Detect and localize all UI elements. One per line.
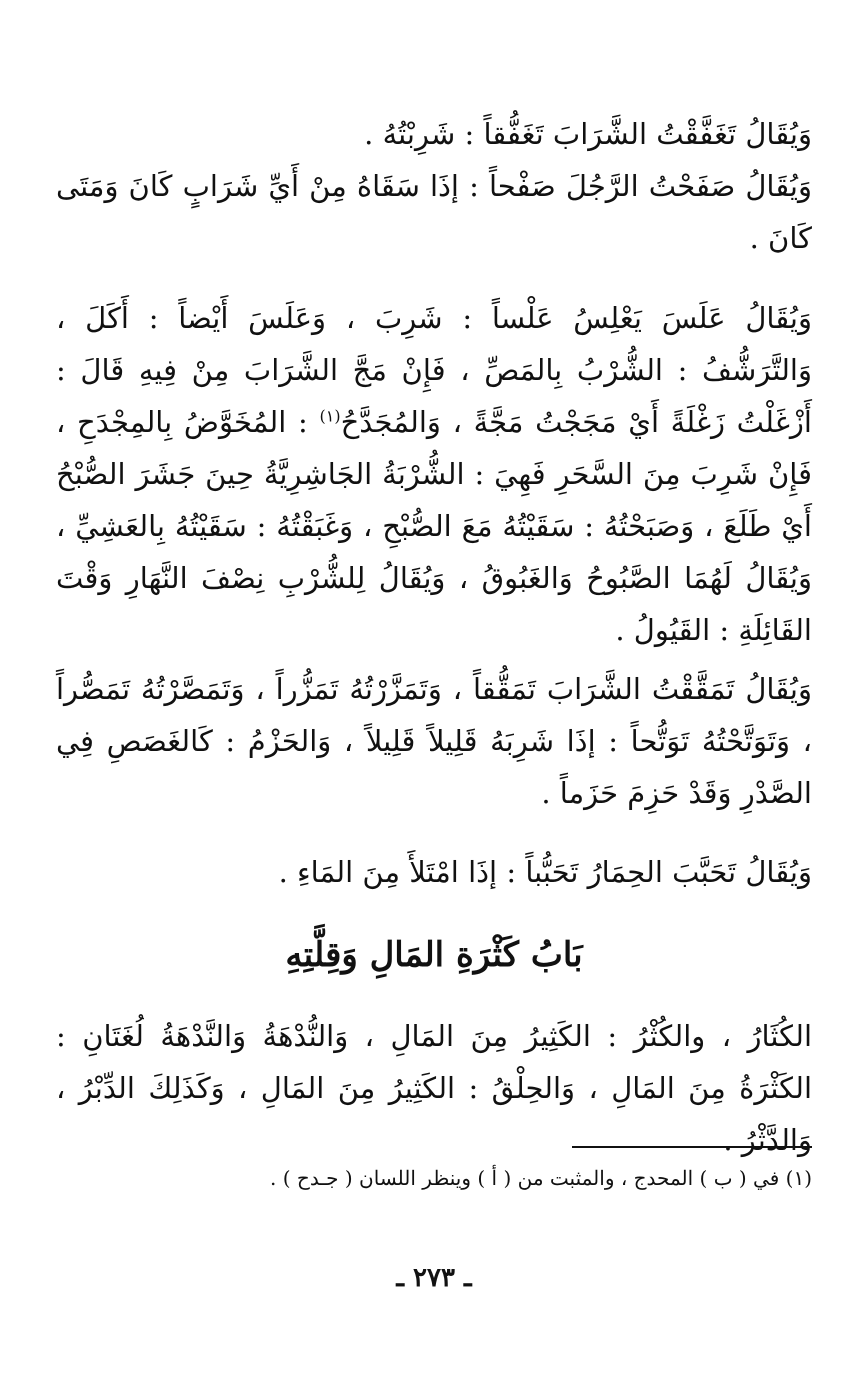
footnote-divider [572,1146,812,1148]
footnote: (١) في ( ب ) المحدج ، والمثبت من ( أ ) وينظر اللسان ( جـدح ) . [270,1166,812,1190]
document-page [56,0,812,1380]
paragraph-3-start: وَيُقَالُ عَلَسَ يَعْلِسُ عَلْساً : شَرِبَ ، وَعَلَسَ أَيْضاً : أَكَلَ ، وَالتَّرَشُّفُ : الشُّرْبُ بِالمَصِّ ، فَإِنْ مَجَّ الشَّرَابَ مِنْ فِيهِ قَالَ : أَزْغَلْتُ زَغْلَةً أَيْ مَجَجْتُ مَجَّةً ، وَالمُجَدَّحُ [56,301,812,439]
paragraph-5: وَيُقَالُ تَحَبَّبَ الحِمَارُ تَحَبُّباً : إذَا امْتَلأَ مِنَ المَاءِ . [278,855,812,889]
paragraph-2: وَيُقَالُ صَفَحْتُ الرَّجُلَ صَفْحاً : إذَا سَقَاهُ مِنْ أَيِّ شَرَابٍ كَانَ وَمَتَى كَانَ . [56,169,812,255]
footnote-marker: (١) [319,406,341,426]
paragraph-1: وَيُقَالُ تَغَفَّقْتُ الشَّرَابَ تَغَفُّقاً : شَرِبْتُهُ . [364,117,812,151]
section-heading: بَابُ كَثْرَةِ المَالِ وَقِلَّتِهِ [285,935,583,975]
paragraph-6: الكُثَارُ ، والكُثْرُ : الكَثِيرُ مِنَ المَالِ ، وَالنُّدْهَةُ وَالنَّدْهَةُ لُغَتَانِ : الكَثْرَةُ مِنَ المَالِ ، وَالحِلْقُ : الكَثِيرُ مِنَ المَالِ ، وَكَذَلِكَ الدِّبْرُ ، وَالدَّثْرُ . [56,1019,812,1157]
paragraph-4: وَيُقَالُ تَمَقَّقْتُ الشَّرَابَ تَمَقُّقاً ، وَتَمَزَّرْتُهُ تَمَزُّراً ، وَتَمَصَّرْتُهُ تَمَصُّراً ، وَتَوَتَّحْتُهُ تَوَتُّحاً : إذَا شَرِبَهُ قَلِيلاً قَلِيلاً ، وَالحَزْمُ : كَالغَصَصِ فِي الصَّدْرِ وَقَدْ حَزِمَ حَزَماً . [56,672,812,810]
paragraph-3 [56,292,812,656]
paragraph-3-rest: : المُخَوَّضُ بِالمِجْدَحِ ، فَإِنْ شَرِبَ مِنَ السَّحَرِ فَهِيَ : الشُّرْبَةُ الجَاشِرِيَّةُ حِينَ جَشَرَ الصُّبْحُ أَيْ طَلَعَ ، وَصَبَحْتُهُ : سَقَيْتُهُ مَعَ الصُّبْحِ ، وَغَبَقْتُهُ : سَقَيْتُهُ بِالعَشِيِّ ، وَيُقَالُ لَهُمَا الصَّبُوحُ وَالغَبُوقُ ، وَيُقَالُ لِلشُّرْبِ نِصْفَ النَّهَارِ وَقْتَ القَائِلَةِ : القَيُولُ . [56,405,812,647]
page-number: ـ ٢٧٣ ـ [396,1263,472,1293]
